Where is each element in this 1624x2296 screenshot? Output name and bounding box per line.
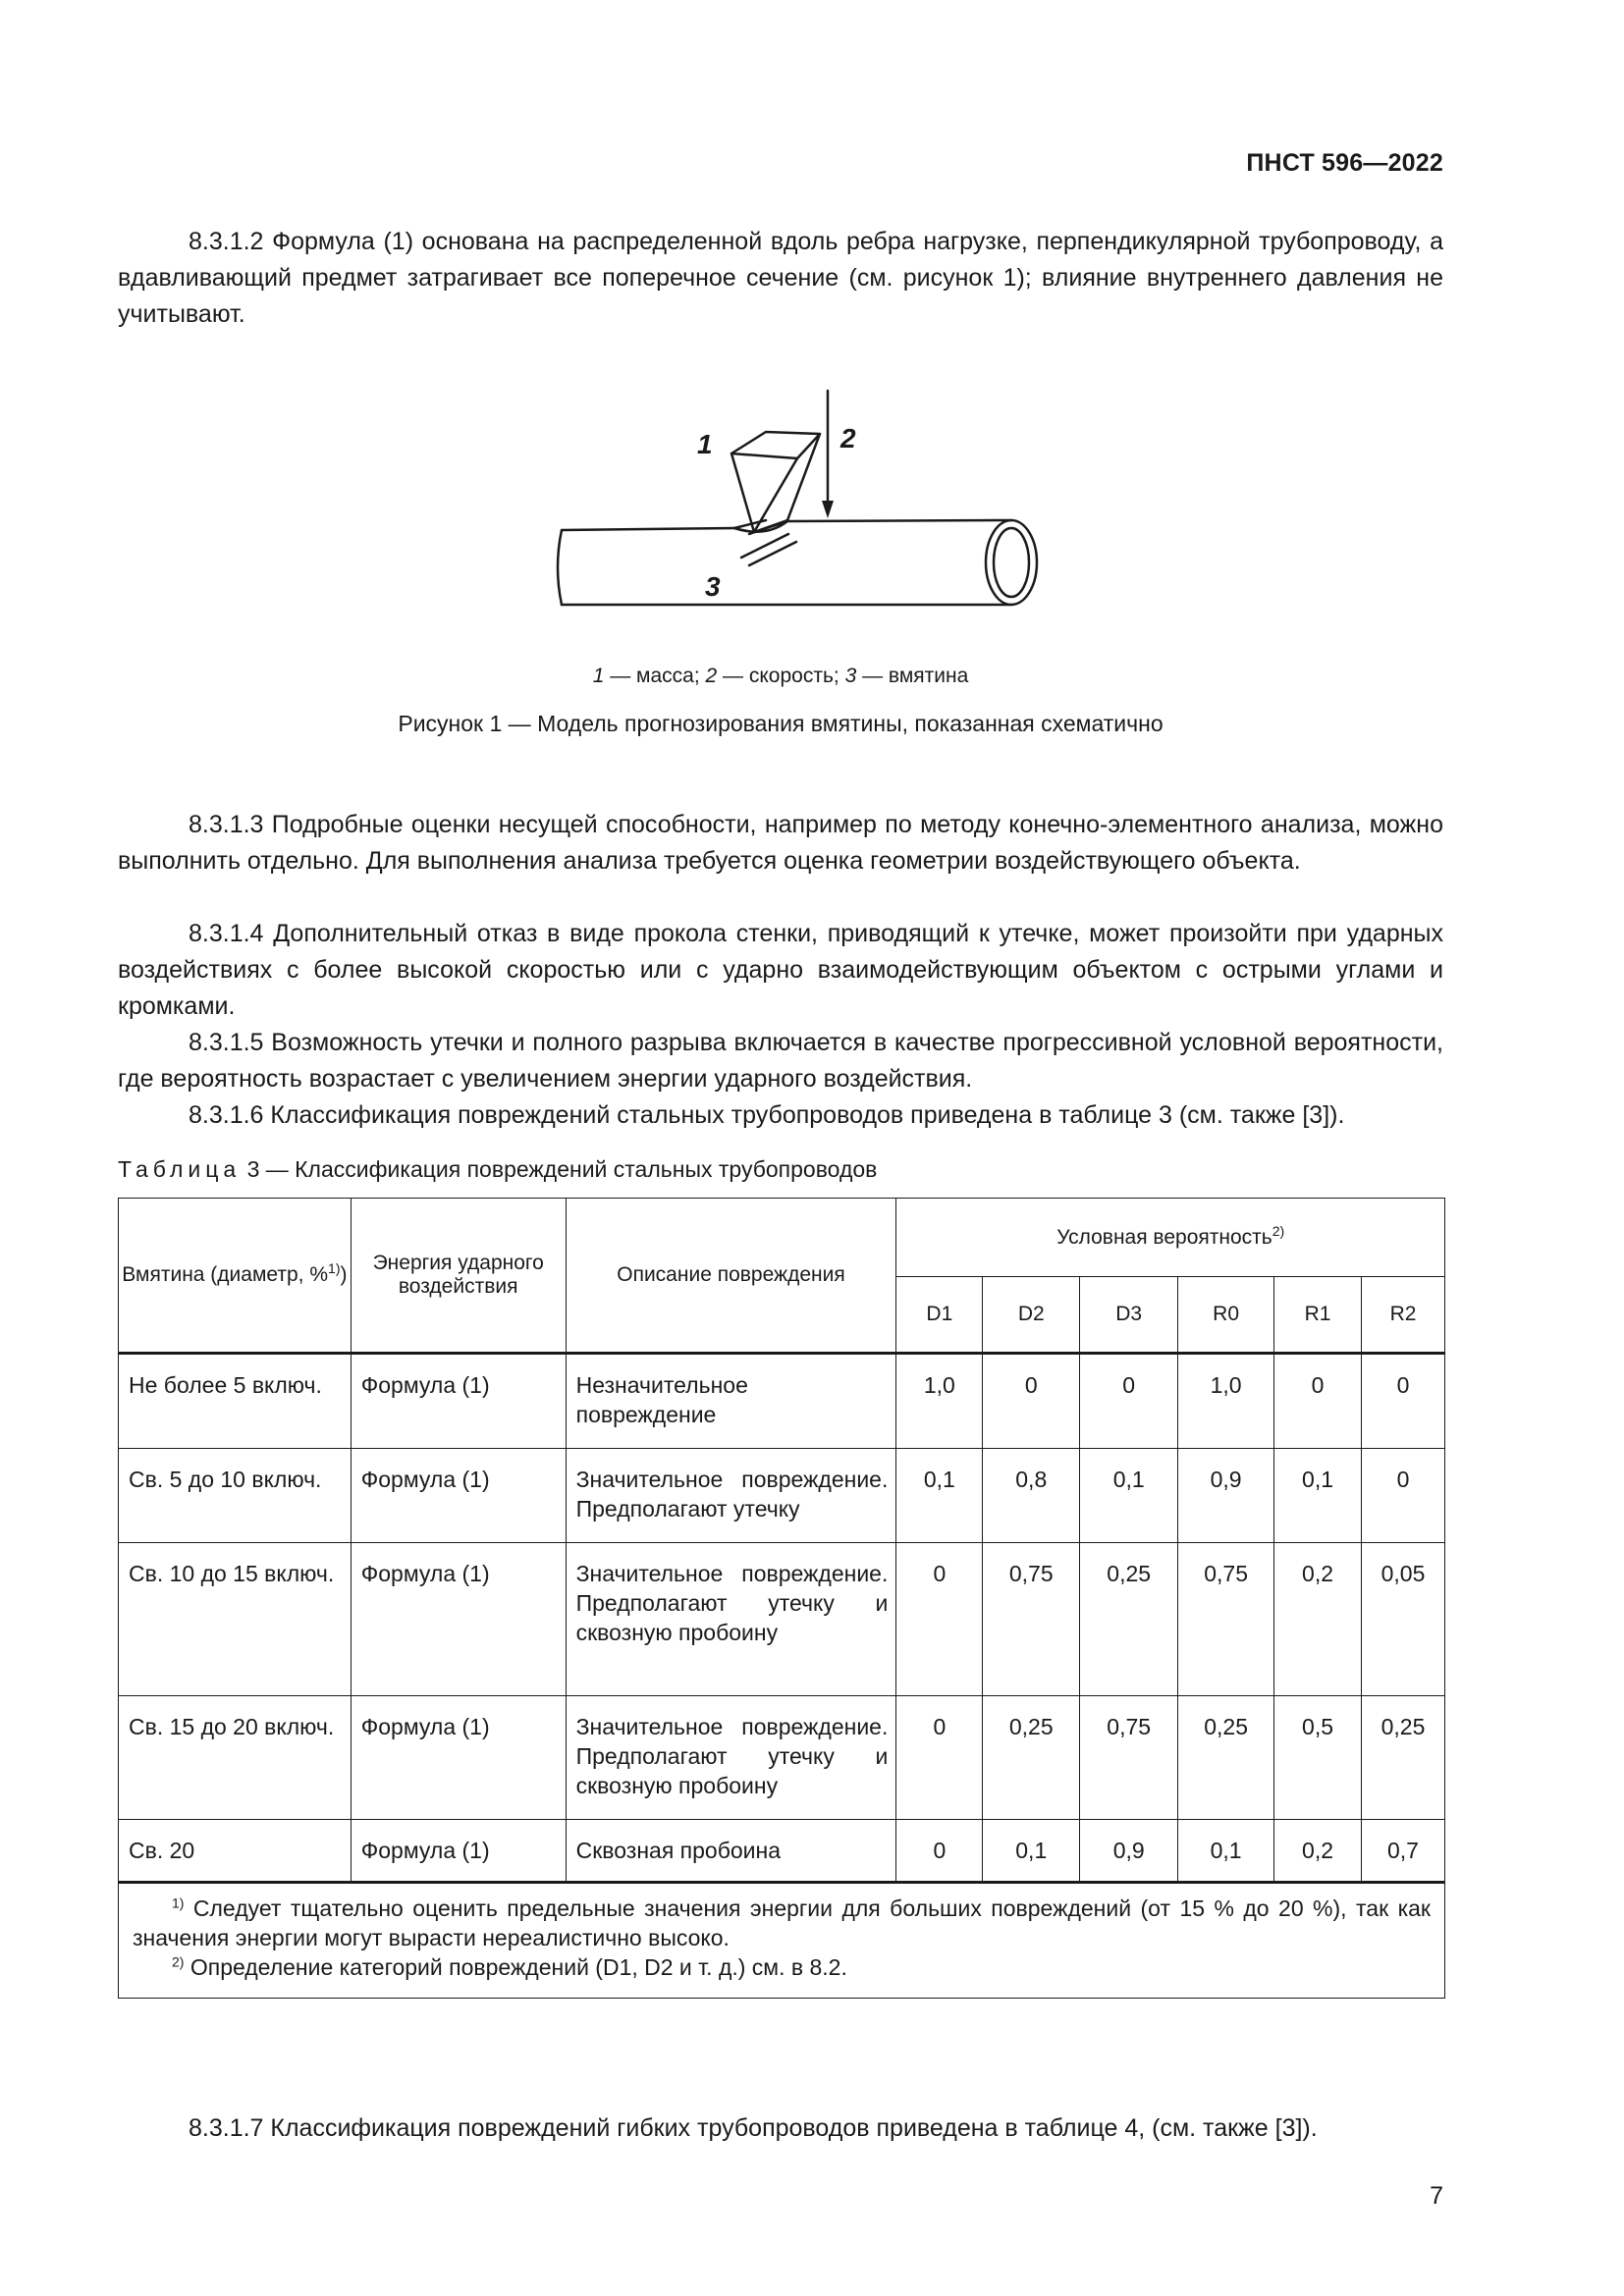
paragraph-8-3-1-3: 8.3.1.3 Подробные оценки несущей способности, например по методу конечно-элементного анализа, можно выполнить отдельно. Для выполнения анализа требуется оценка геометрии воздействующего объекта.	[118, 811, 1443, 875]
table-note-2: $^{2)}$ Определение категорий повреждений (D1, D2 и т. д.) см. в 8.2.	[172, 1953, 847, 1980]
pipe-right-rim-inner	[994, 528, 1029, 597]
paragraph-8-3-1-6: 8.3.1.6 Классификация повреждений стальных трубопроводов приведена в таблице 3 (см. также [3]).	[189, 1101, 1345, 1129]
header-col-r1: R1	[1274, 1277, 1362, 1354]
paragraph-8-3-1-4: 8.3.1.4 Дополнительный отказ в виде прокола стенки, приводящий к утечке, может произойти при ударных воздействиях с более высокой скоростью или с ударно взаимодействующим объектом с острыми углами и кромками.	[118, 920, 1443, 1020]
page-number: 7	[1430, 2182, 1443, 2210]
figure-caption: Рисунок 1 — Модель прогнозирования вмятины, показанная схематично	[398, 711, 1164, 736]
paragraph-8-3-1-2: 8.3.1.2 Формула (1) основана на распределенной вдоль ребра нагрузке, перпендикулярной трубопроводу, а вдавливающий предмет затрагивает все поперечное сечение (см. рисунок 1); влияние внутреннего давления не учитывают.	[118, 228, 1443, 328]
label-dent: 3	[705, 571, 721, 602]
paragraph-8-3-1-7: 8.3.1.7 Классификация повреждений гибких трубопроводов приведена в таблице 4, (см. также [3]).	[189, 2114, 1318, 2142]
header-col-d3: D3	[1080, 1277, 1178, 1354]
header-col-r0: R0	[1178, 1277, 1274, 1354]
header-energy: Энергия ударного воздействия	[351, 1199, 566, 1354]
table-row: Св. 20 Формула (1) Сквозная пробоина 0 0,1 0,9 0,1 0,2 0,7	[119, 1820, 1445, 1883]
header-col-r2: R2	[1361, 1277, 1444, 1354]
pipe-left-end	[558, 530, 562, 605]
header-dent: Вмятина (диаметр, %$^{1)}$)	[119, 1199, 352, 1354]
mass-right-edge	[787, 434, 820, 520]
pipe-top-edge-right	[787, 520, 1011, 521]
header-col-d1: D1	[896, 1277, 983, 1354]
pipe-top-edge-left	[562, 528, 734, 530]
label-mass: 1	[697, 429, 713, 459]
table-row: Св. 10 до 15 включ. Формула (1) Значительное повреждение. Предполагают утечку и сквозную пробоину 0 0,75 0,25 0,75 0,2 0,05	[119, 1543, 1445, 1696]
header-description: Описание повреждения	[566, 1199, 896, 1354]
velocity-arrowhead	[822, 501, 834, 518]
figure-dent-model	[530, 383, 1041, 628]
dent-leader-a	[741, 534, 788, 558]
mass-top-face	[731, 432, 820, 458]
table-note-1: $^{1)}$ Следует тщательно оценить предельные значения энергии для больших повреждений (от 15 % до 20 %), так как значения энергии могут вырасти нереалистично высоко.	[133, 1895, 1431, 1950]
table-row: Не более 5 включ. Формула (1) Незначительное повреждение 1,0 0 0 1,0 0 0	[119, 1354, 1445, 1449]
table-notes	[119, 1883, 1445, 1999]
document-id: ПНСТ 596—2022	[1246, 149, 1443, 177]
header-probability: Условная вероятность$^{2)}$	[896, 1199, 1445, 1277]
table-title: Таблица 3 — Классификация повреждений стальных трубопроводов	[118, 1156, 878, 1182]
table-row: Св. 15 до 20 включ. Формула (1) Значительное повреждение. Предполагают утечку и сквозную пробоину 0 0,25 0,75 0,25 0,5 0,25	[119, 1696, 1445, 1820]
header-col-d2: D2	[983, 1277, 1080, 1354]
pipe-dent-diagram	[530, 383, 1041, 628]
paragraph-8-3-1-5: 8.3.1.5 Возможность утечки и полного разрыва включается в качестве прогрессивной условной вероятности, где вероятность возрастает с увеличением энергии ударного воздействия.	[118, 1029, 1443, 1093]
table-notes-row	[119, 1883, 1445, 1999]
dent-leader-b	[749, 542, 796, 565]
damage-classification-table	[118, 1198, 1445, 1999]
table-row: Св. 5 до 10 включ. Формула (1) Значительное повреждение. Предполагают утечку 0,1 0,8 0,1 0,9 0,1 0	[119, 1449, 1445, 1543]
figure-legend: 1 — масса; 2 — скорость; 3 — вмятина	[592, 665, 969, 687]
label-velocity: 2	[840, 423, 856, 454]
